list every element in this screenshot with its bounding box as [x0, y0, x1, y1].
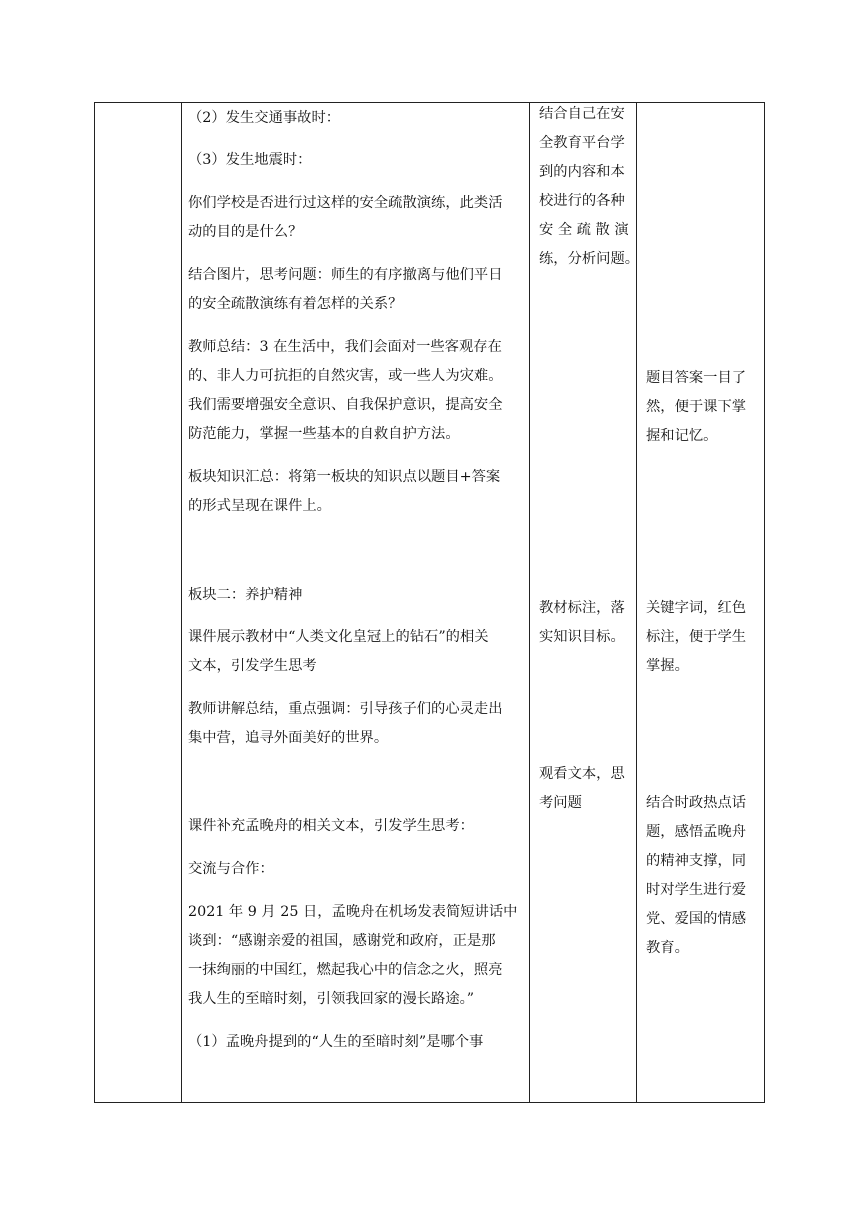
text-line: 教材标注，落: [539, 600, 625, 616]
text-line: 的形式呈现在课件上。: [188, 498, 331, 514]
text-line: 结合时政热点话: [646, 795, 747, 811]
text-line: 的、非人力可抗拒的自然灾害，或一些人为灾难。: [188, 368, 503, 384]
text-line: 然，便于课下掌: [646, 399, 747, 415]
text-line: 到的内容和本: [539, 164, 625, 180]
text-line: 考问题: [539, 795, 582, 811]
text-line: （3）发生地震时：: [188, 152, 312, 168]
text-line: 结合图片，思考问题：师生的有序撤离与他们平日: [188, 267, 503, 283]
text-line: 交流与合作：: [188, 861, 274, 877]
column-divider-1: [181, 102, 182, 1103]
text-line: 集中营，追寻外面美好的世界。: [188, 730, 389, 746]
text-line: 板块知识汇总：将第一板块的知识点以题目+答案: [188, 469, 501, 485]
text-line: 练，分析问题。: [539, 251, 640, 267]
text-line: 结合自己在安: [539, 106, 625, 122]
text-line: 2021 年 9 月 25 日，孟晚舟在机场发表简短讲话中: [188, 904, 518, 920]
text-line: 防范能力，掌握一些基本的自救自护方法。: [188, 426, 460, 442]
text-line: 教师讲解总结，重点强调：引导孩子们的心灵走出: [188, 701, 503, 717]
text-line: 的精神支撑，同: [646, 853, 747, 869]
text-line: 教育。: [646, 940, 689, 956]
text-line: 一抹绚丽的中国红，燃起我心中的信念之火，照亮: [188, 962, 503, 978]
text-line: 课件补充孟晚舟的相关文本，引发学生思考：: [188, 818, 474, 834]
text-line: 安 全 疏 散 演: [539, 222, 629, 238]
text-line: 时对学生进行爱: [646, 882, 747, 898]
text-line: 文本，引发学生思考: [188, 658, 317, 674]
text-line: 全教育平台学: [539, 135, 625, 151]
text-line: 观看文本，思: [539, 766, 625, 782]
text-line: 关键字词，红色: [646, 600, 747, 616]
text-line: 掌握。: [646, 658, 689, 674]
column-divider-2: [529, 102, 530, 1103]
text-line: 校进行的各种: [539, 193, 625, 209]
text-line: 题目答案一目了: [646, 370, 747, 386]
text-line: 题，感悟孟晚舟: [646, 824, 747, 840]
text-line: 板块二：养护精神: [188, 587, 303, 603]
text-line: （1）孟晚舟提到的“人生的至暗时刻”是哪个事: [188, 1034, 484, 1050]
text-line: 我人生的至暗时刻，引领我回家的漫长路途。”: [188, 991, 475, 1007]
text-line: 的安全疏散演练有着怎样的关系？: [188, 296, 403, 312]
text-line: 你们学校是否进行过这样的安全疏散演练，此类活: [188, 195, 503, 211]
text-line: （2）发生交通事故时：: [188, 110, 341, 126]
text-line: 党、爱国的情感: [646, 911, 747, 927]
text-line: 我们需要增强安全意识、自我保护意识，提高安全: [188, 397, 503, 413]
text-line: 教师总结：3 在生活中，我们会面对一些客观存在: [188, 339, 502, 355]
text-line: 课件展示教材中“人类文化皇冠上的钻石”的相关: [188, 629, 489, 645]
text-line: 实知识目标。: [539, 629, 625, 645]
text-line: 标注，便于学生: [646, 629, 747, 645]
text-line: 动的目的是什么？: [188, 224, 303, 240]
text-line: 握和记忆。: [646, 428, 718, 444]
text-line: 谈到：“感谢亲爱的祖国，感谢党和政府，正是那: [188, 933, 496, 949]
